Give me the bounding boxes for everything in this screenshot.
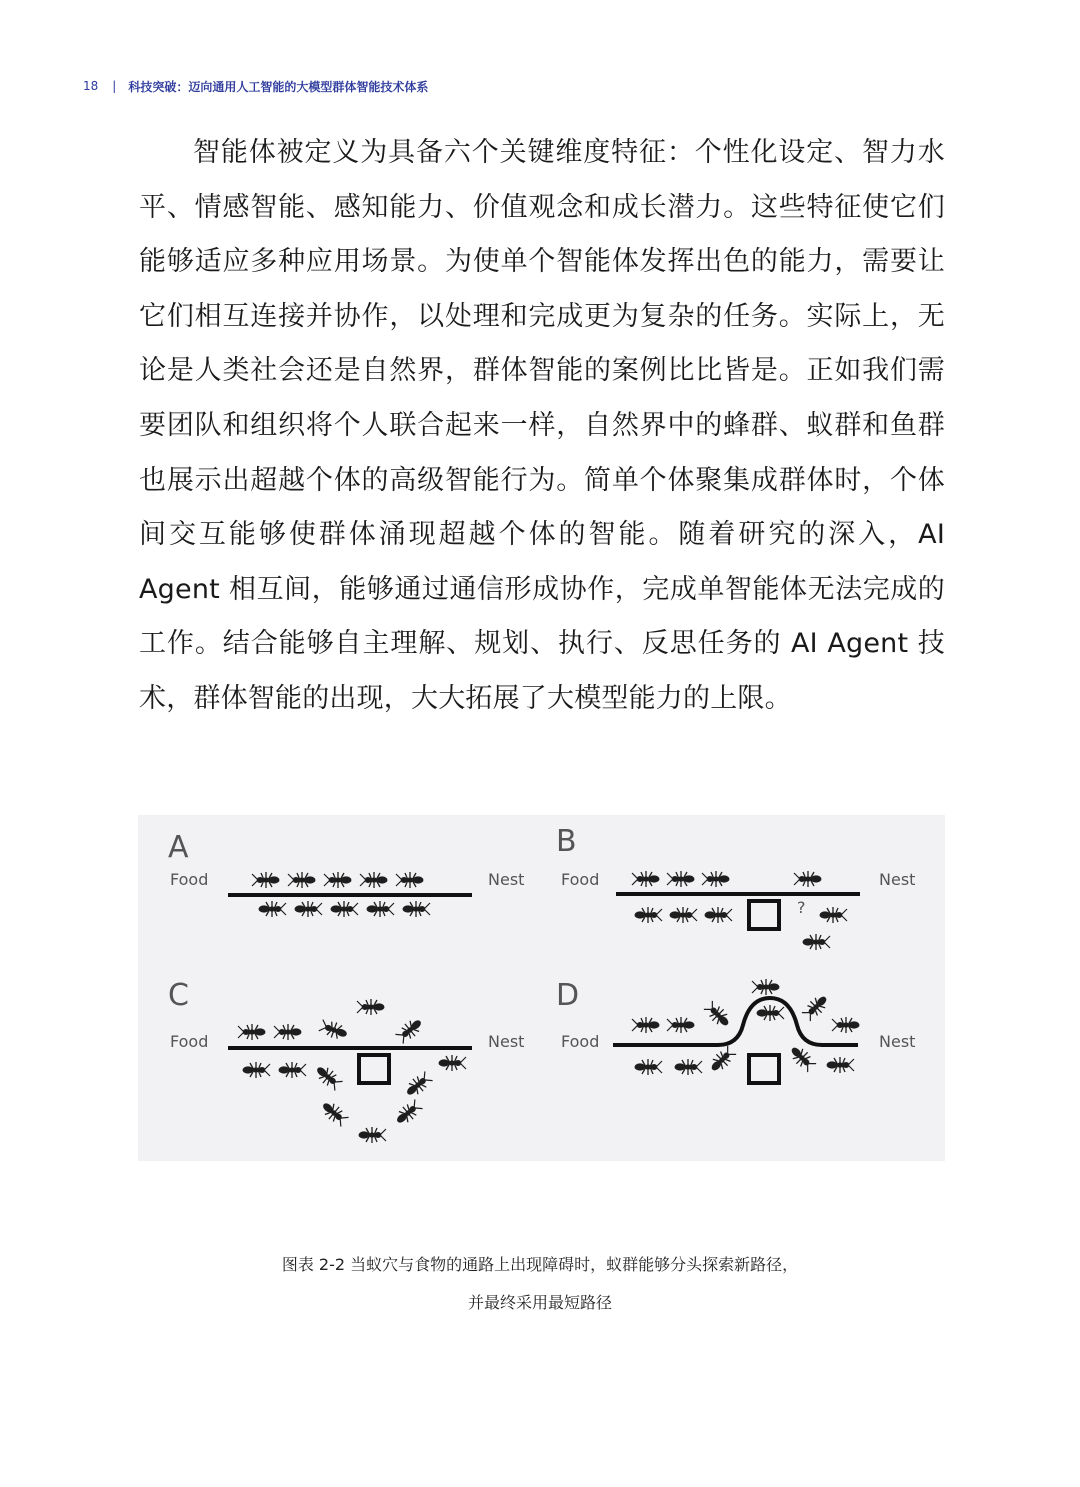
ant xyxy=(359,1127,387,1143)
panel-c-nest-label: Nest xyxy=(488,1032,525,1051)
panel-a-nest-label: Nest xyxy=(488,870,525,889)
ant xyxy=(367,901,395,917)
panel-a xyxy=(168,830,524,917)
ant xyxy=(707,1044,738,1075)
running-header xyxy=(83,76,428,96)
ant xyxy=(396,872,424,888)
panel-b-food-label: Food xyxy=(561,870,600,889)
ant xyxy=(635,1059,663,1075)
ant xyxy=(667,871,695,887)
ant xyxy=(757,1005,785,1021)
ant xyxy=(705,907,733,923)
ant xyxy=(238,1024,266,1040)
panel-c-label: C xyxy=(168,978,189,1013)
panel-b-label: B xyxy=(556,824,577,859)
ant xyxy=(252,872,280,888)
panel-c-food-label: Food xyxy=(170,1032,209,1051)
ant xyxy=(295,901,323,917)
panel-a-label: A xyxy=(168,830,189,865)
header-separator: | xyxy=(112,79,117,93)
ant xyxy=(403,1070,434,1100)
ant xyxy=(288,872,316,888)
panel-b-obstacle xyxy=(749,901,779,929)
ant xyxy=(357,999,385,1015)
ant xyxy=(324,872,352,888)
panel-d-nest-label: Nest xyxy=(879,1032,916,1051)
ant xyxy=(403,901,431,917)
panel-c-obstacle xyxy=(359,1055,389,1083)
ant xyxy=(439,1055,467,1071)
ant-colony-figure xyxy=(138,815,945,1161)
ant xyxy=(243,1062,271,1078)
ant xyxy=(635,907,663,923)
ant xyxy=(632,871,660,887)
ant xyxy=(279,1062,307,1078)
ant xyxy=(259,901,287,917)
figure-caption-line1: 图表 2-2 当蚁穴与食物的通路上出现障碍时，蚁群能够分头探索新路径， xyxy=(281,1255,799,1274)
page-number: 18 xyxy=(83,79,99,93)
ant xyxy=(803,934,831,950)
body-paragraph: 智能体被定义为具备六个关键维度特征：个性化设定、智力水平、情感智能、感知能力、价值观念和成长潜力。这些特征使它们能够适应多种应用场景。为使单个智能体发挥出色的能力，需要让它们相互连接并协作，以处理和完成更为复杂的任务。实际上，无论是人类社会还是自然界，群体智能的案例比比皆是。正如我们需要团队和组织将个人联合起来一样，自然界中的蜂群、蚁群和鱼群也展示出超越个体的高级智能行为。简单个体聚集成群体时，个体间交互能够使群体涌现超越个体的智能。随着研究的深入，AI Agent 相互间，能够通过通信形成协作，完成单智能体无法完成的工作。结合能够自主理解、规划、执行、反思任务的 AI Agent 技术，群体智能的出现，大大拓展了大模型能力的上限。 xyxy=(139,137,945,714)
ant xyxy=(670,907,698,923)
ant xyxy=(667,1017,695,1033)
panel-d-label: D xyxy=(556,978,580,1013)
ant xyxy=(787,1043,818,1074)
header-title: 科技突破：迈向通用人工智能的大模型群体智能技术体系 xyxy=(128,79,429,94)
ant xyxy=(394,1015,425,1045)
ant xyxy=(632,1017,660,1033)
ant-path-diagram xyxy=(138,815,945,1161)
ant xyxy=(794,871,822,887)
ant xyxy=(319,1098,350,1128)
ant xyxy=(318,1018,349,1042)
ant xyxy=(752,979,780,995)
ant xyxy=(331,901,359,917)
ant xyxy=(800,992,831,1023)
panel-d-food-label: Food xyxy=(561,1032,600,1051)
ant xyxy=(675,1059,703,1075)
figure-caption-line2: 并最终采用最短路径 xyxy=(467,1293,612,1312)
ant xyxy=(393,1098,424,1128)
ant xyxy=(313,1062,344,1092)
ant xyxy=(702,871,730,887)
ant xyxy=(360,872,388,888)
panel-d-obstacle xyxy=(749,1055,779,1083)
ant xyxy=(832,1017,860,1033)
panel-c xyxy=(168,978,524,1143)
ant xyxy=(827,1057,855,1073)
ant xyxy=(702,999,733,1030)
panel-a-food-label: Food xyxy=(170,870,209,889)
panel-b-question: ? xyxy=(797,898,806,917)
panel-d xyxy=(556,978,915,1083)
panel-b-nest-label: Nest xyxy=(879,870,916,889)
ant xyxy=(274,1024,302,1040)
ant xyxy=(820,907,848,923)
panel-b xyxy=(556,824,915,950)
